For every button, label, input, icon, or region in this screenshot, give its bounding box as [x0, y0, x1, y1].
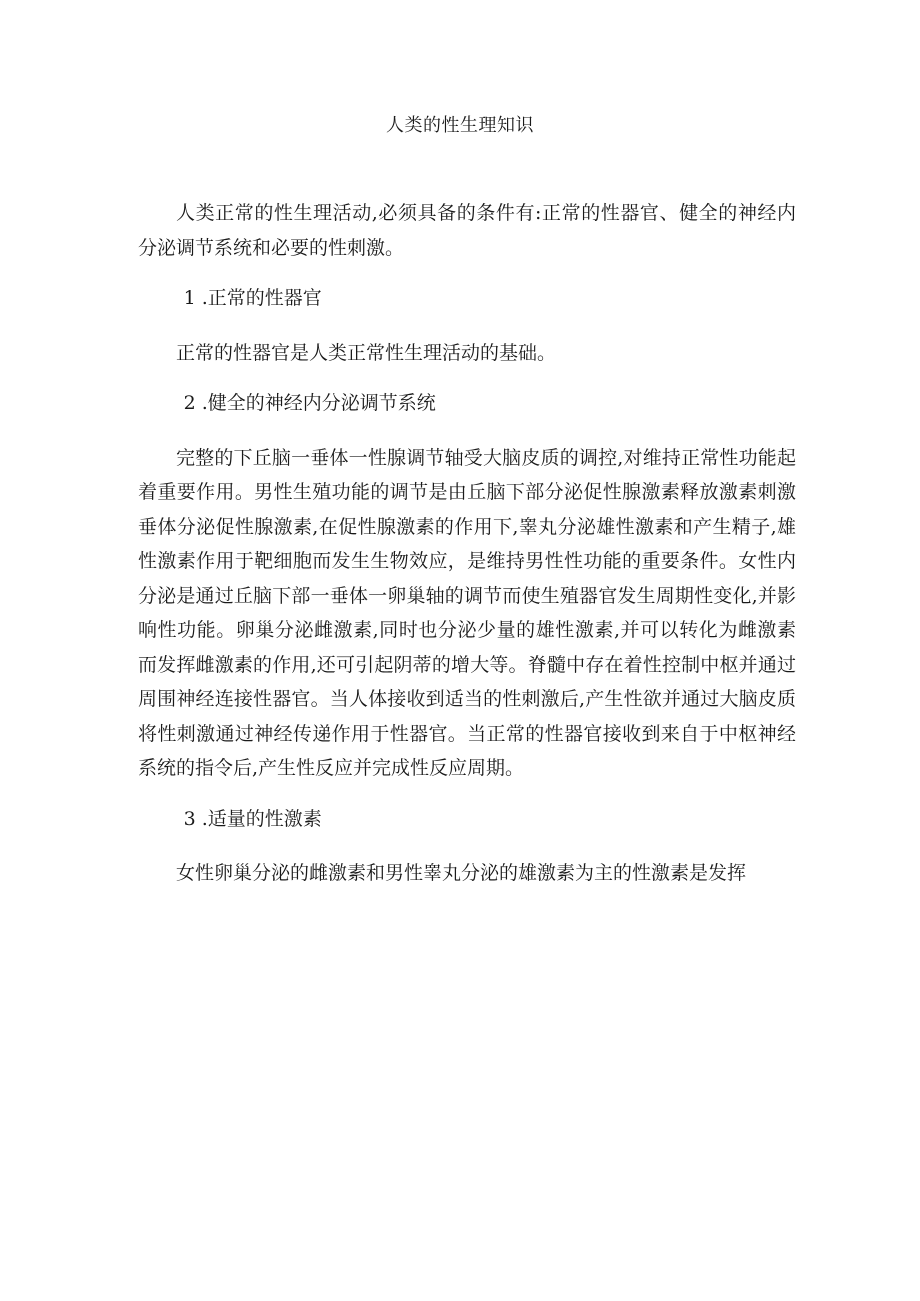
section-1-paragraph: 正常的性器官是人类正常性生理活动的基础。 — [176, 341, 557, 364]
document-title: 人类的性生理知识 — [386, 115, 534, 136]
section-3-paragraph: 女性卵巢分泌的雌激素和男性睾丸分泌的雄激素为主的性激素是发挥 — [176, 862, 747, 884]
document-body — [138, 196, 796, 891]
section-1-heading: 1 .正常的性器官 — [183, 287, 322, 309]
section-2-paragraph: 完整的下丘脑一垂体一性腺调节轴受大脑皮质的调控,对维持正常性功能起着重要作用。男性生殖功能的调节是由丘脑下部分泌促性腺激素释放激素刺激垂体分泌促性腺激素,在促性腺激素的作用下,睾丸分泌雄性激素和产生精子,雄性激素作用于靶细胞而发生生物效应，是维持男性性功能的重要条件。女性内分泌是通过丘脑下部一垂体一卵巢轴的调节而使生殖器官发生周期性变化,并影响性功能。卵巢分泌雌激素,同时也分泌少量的雄性激素,并可以转化为雌激素而发挥雌激素的作用,还可引起阴蒂的增大等。脊髓中存在着性控制中枢并通过周围神经连接性器官。当人体接收到适当的性刺激后,产生性欲并通过大脑皮质将性刺激通过神经传递作用于性器官。当正常的性器官接收到来自于中枢神经系统的指令后,产生性反应并完成性反应周期。 — [138, 446, 796, 779]
section-3-heading: 3 .适量的性激素 — [183, 807, 322, 830]
section-2-heading: 2 .健全的神经内分泌调节系统 — [183, 392, 436, 414]
intro-paragraph: 人类正常的性生理活动,必须具备的条件有:正常的性器官、健全的神经内分泌调节系统和必要的性刺激。 — [138, 202, 796, 259]
